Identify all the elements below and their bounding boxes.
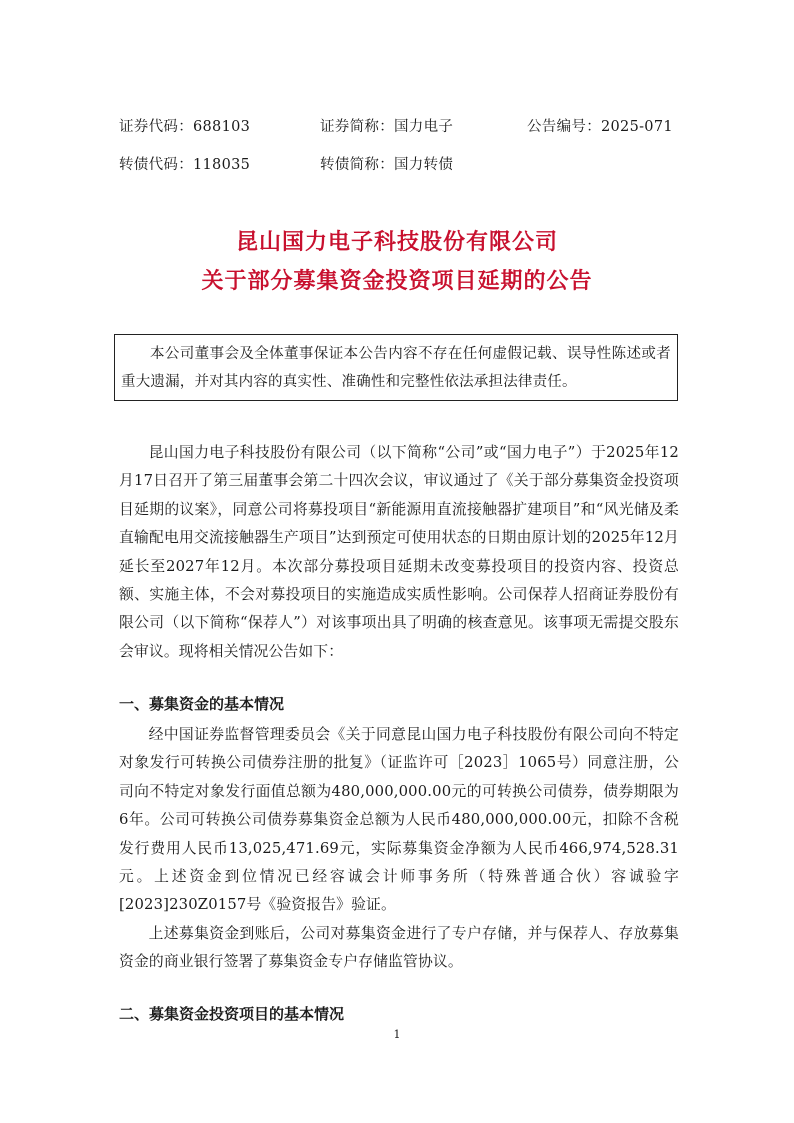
stock-code: 证券代码：688103: [119, 119, 251, 135]
section-2-heading: 二、募集资金投资项目的基本情况: [119, 1005, 345, 1023]
intro-section: [119, 439, 679, 666]
title-announcement: 关于部分募集资金投资项目延期的公告: [201, 269, 593, 294]
bond-name: 转债简称：国力转债: [320, 157, 454, 173]
disclaimer-box: [114, 334, 678, 401]
intro-paragraph: 昆山国力电子科技股份有限公司（以下简称“公司”或“国力电子”）于2025年12月17日召开了第三届董事会第二十四次会议，审议通过了《关于部分募集资金投资项目延期的议案》，同意公司将募投项目“新能源用直流接触器扩建项目”和“风光储及柔直输配电用交流接触器生产项目”达到预定可使用状态的日期由原计划的2025年12月延长至2027年12月。本次部分募投项目延期未改变募投项目的投资内容、投资总额、实施主体，不会对募投项目的实施造成实质性影响。公司保荐人招商证券股份有限公司（以下简称“保荐人”）对该事项出具了明确的核查意见。该事项无需提交股东会审议。现将相关情况公告如下：: [119, 444, 679, 660]
bond-code: 转债代码：118035: [119, 157, 251, 173]
section-1-paragraph-1: 经中国证券监督管理委员会《关于同意昆山国力电子科技股份有限公司向不特定对象发行可转换公司债券注册的批复》（证监许可［2023］1065号）同意注册，公司向不特定对象发行面值总额为480,000,000.00元的可转换公司债券，债券期限为6年。公司可转换公司债券募集资金总额为人民币480,000,000.00元，扣除不含税发行费用人民币13,025,471.69元，实际募集资金净额为人民币466,974,528.31元。上述资金到位情况已经容诚会计师事务所（特殊普通合伙）容诚验字[2023]230Z0157号《验资报告》验证。: [119, 726, 679, 914]
page-number: 1: [393, 1028, 401, 1041]
disclaimer-text: 本公司董事会及全体董事保证本公告内容不存在任何虚假记载、误导性陈述或者重大遗漏，并对其内容的真实性、准确性和完整性依法承担法律责任。: [121, 346, 671, 390]
stock-name: 证券简称：国力电子: [320, 119, 454, 135]
section-1-body: [119, 721, 679, 977]
title-company: 昆山国力电子科技股份有限公司: [235, 230, 558, 255]
section-1-heading: 一、募集资金的基本情况: [119, 695, 285, 713]
section-1-paragraph-2: 上述募集资金到账后，公司对募集资金进行了专户存储，并与保荐人、存放募集资金的商业银行签署了募集资金专户存储监管协议。: [119, 924, 679, 971]
announcement-number: 公告编号：2025-071: [527, 119, 673, 135]
